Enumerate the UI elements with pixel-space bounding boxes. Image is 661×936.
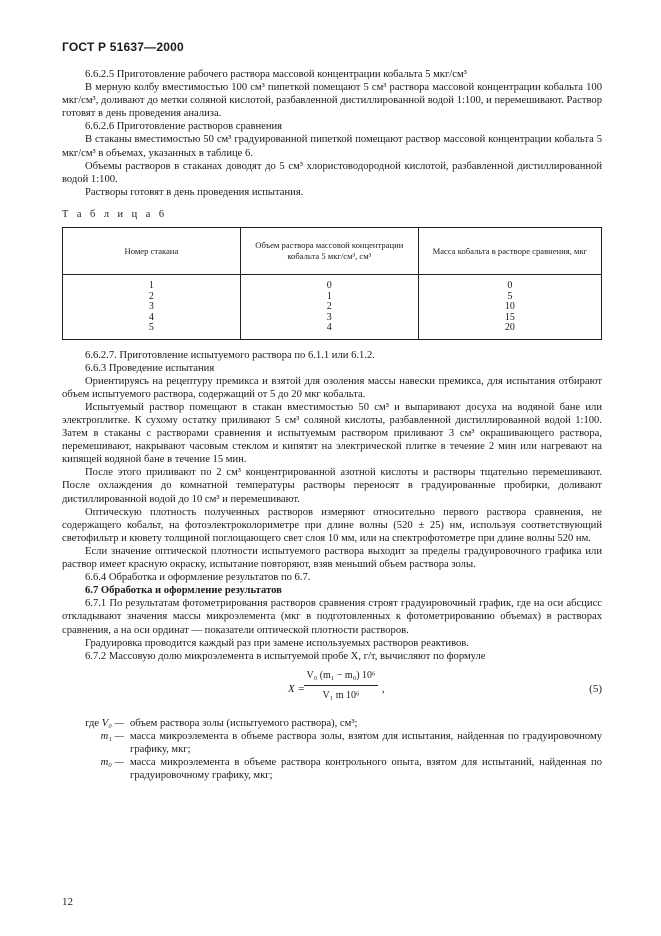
paragraph: В стаканы вместимостью 50 см³ градуированной пипеткой помещают раствор массовой концентрации кобальта 5 мкг/см³ в объемах, указанных в таблице 6.	[62, 134, 602, 159]
document-body	[62, 68, 602, 782]
formula-fraction	[304, 669, 378, 702]
paragraph: Градуировка проводится каждый раз при замене используемых растворов реактивов.	[85, 637, 469, 649]
page-number: 12	[62, 896, 73, 908]
table-cell: 5	[507, 290, 513, 302]
table-cell: 1	[148, 280, 154, 292]
table-6	[62, 227, 602, 340]
table-cell: 1	[326, 290, 332, 302]
paragraph-6-7-2: 6.7.2 Массовую долю микроэлемента в испытуемой пробе X, г/т, вычисляют по формуле	[85, 650, 486, 662]
table-cell: 0	[326, 280, 332, 292]
table-cell-column-1	[63, 275, 241, 340]
paragraph-6-6-2-5-title: 6.6.2.5 Приготовление рабочего раствора массовой концентрации кобальта 5 мкг/см³	[85, 69, 467, 80]
paragraph: Ориентируясь на рецептуру премикса и взятой для озоления массы навески премикса, для испытания отбирают объем испытуемого раствора, содержащий от 5 до 20 мкг кобальта.	[62, 375, 602, 400]
definitions-list	[62, 717, 602, 782]
paragraph-6-6-4: 6.6.4 Обработка и оформление результатов по 6.7.	[85, 572, 311, 584]
table-cell: 3	[148, 301, 154, 313]
table-cell: 2	[148, 290, 154, 302]
table-row	[63, 275, 602, 340]
formula-numerator: V₀ (m₁ − m₀) 10⁶	[304, 669, 378, 686]
definition-item	[62, 717, 602, 730]
formula-lhs: X =	[288, 682, 305, 695]
table-cell-column-3	[418, 275, 601, 340]
formula-denominator: V₁ m 10⁶	[322, 689, 360, 701]
definition-prefix: где	[85, 717, 100, 729]
paragraph: После этого приливают по 2 см³ концентрированной азотной кислоты и растворы тщательно перемешивают. После охлаждения до комнатной температуры растворы переносят в градуированные пробирки, доливают дистиллированной водой до 10 см³ и перемешивают.	[62, 467, 602, 505]
standard-header: ГОСТ Р 51637—2000	[62, 40, 184, 54]
table-cell: 4	[148, 311, 154, 323]
paragraph-6-6-2-6-title: 6.6.2.6 Приготовление растворов сравнения	[85, 121, 283, 133]
definition-symbol	[62, 717, 130, 730]
paragraph: Оптическую плотность полученных растворов измеряют относительно первого раствора сравнения, не содержащего кобальт, на фотоэлектроколориметре при длине волны (520 ± 25) нм, используя соответствующий светофильтр и кювету толщиной поглощающего свет слоя 10 мм, или на спектрофотометре при длине волны 520 нм.	[62, 506, 602, 544]
table-header-cell: Масса кобальта в растворе сравнения, мкг	[418, 228, 601, 275]
paragraph-6-6-3-title: 6.6.3 Проведение испытания	[85, 362, 215, 374]
table-cell: 15	[504, 311, 515, 323]
table-header-cell: Номер стакана	[63, 228, 241, 275]
paragraph: Объемы растворов в стаканах доводят до 5 см³ хлористоводородной кислотой, разбавленной дистиллированной водой 1:100.	[62, 160, 602, 185]
definition-text: масса микроэлемента в объеме раствора контрольного опыта, взятом для испытаний, найденная по градуировочному графику, мкг;	[130, 757, 602, 782]
definition-item	[62, 730, 602, 756]
formula-number: (5)	[589, 682, 602, 695]
definition-variable: m₁ —	[100, 730, 124, 742]
section-6-7-heading: 6.7 Обработка и оформление результатов	[85, 585, 282, 597]
formula-5	[62, 669, 602, 713]
paragraph: Испытуемый раствор помещают в стакан вместимостью 50 см³ и выпаривают досуха на водяной бане или электроплитке. К сухому остатку приливают 5 см³ соляной кислоты, разбавленной дистиллированной водой 1:100. Затем в стаканы с растворами сравнения и испытуемым раствором приливают 3 см³ окрашивающего раствора, перемешивают, накрывают часовым стеклом и кипятят на электрической плитке в течение 2 мин или нагревают на кипящей водяной бане в течение 15 мин.	[62, 401, 602, 466]
definition-symbol	[62, 756, 130, 782]
table-cell-column-2	[240, 275, 418, 340]
table-cell: 20	[504, 322, 515, 334]
paragraph-6-6-2-7: 6.6.2.7. Приготовление испытуемого раствора по 6.1.1 или 6.1.2.	[85, 349, 375, 361]
definition-text: масса микроэлемента в объеме раствора золы, взятом для испытания, найденная по градуировочному графику, мкг;	[130, 730, 602, 755]
paragraph-6-7-1: 6.7.1 По результатам фотометрирования растворов сравнения строят градуировочный график, где на оси абсцисс откладывают значения массы микроэлемента (мкг в подготовленных к фотометрированию объемах) в растворах сравнения, а на оси ординат — показатели оптической плотности растворов.	[62, 598, 602, 636]
table-cell: 10	[504, 301, 515, 313]
definition-symbol	[62, 730, 130, 756]
paragraph: Если значение оптической плотности испытуемого раствора выходит за пределы градуировочного графика или раствор имеет красную окраску, испытание повторяют, взяв меньший объем раствора золы.	[62, 545, 602, 571]
formula-trail: ,	[382, 682, 385, 695]
definition-text: объем раствора золы (испытуемого раствора), см³;	[130, 717, 358, 729]
definition-variable: V₀ —	[101, 717, 124, 729]
table-cell: 2	[326, 301, 332, 313]
table-cell: 5	[148, 322, 154, 334]
table-cell: 0	[507, 280, 513, 292]
table-caption: Т а б л и ц а 6	[62, 208, 167, 220]
definition-item	[62, 756, 602, 782]
paragraph: Растворы готовят в день проведения испытания.	[85, 186, 304, 198]
table-header-cell: Объем раствора массовой концентрации кобальта 5 мкг/см³, см³	[240, 228, 418, 275]
definition-variable: m₀ —	[100, 757, 124, 769]
paragraph: В мерную колбу вместимостью 100 см³ пипеткой помещают 5 см³ раствора массовой концентрации кобальта 100 мкг/см³, доливают до метки соляной кислотой, разбавленной дистиллированной водой 1:100, и перемешивают. Раствор готовят в день проведения анализа.	[62, 82, 602, 120]
table-cell: 4	[326, 322, 332, 334]
table-cell: 3	[326, 311, 332, 323]
